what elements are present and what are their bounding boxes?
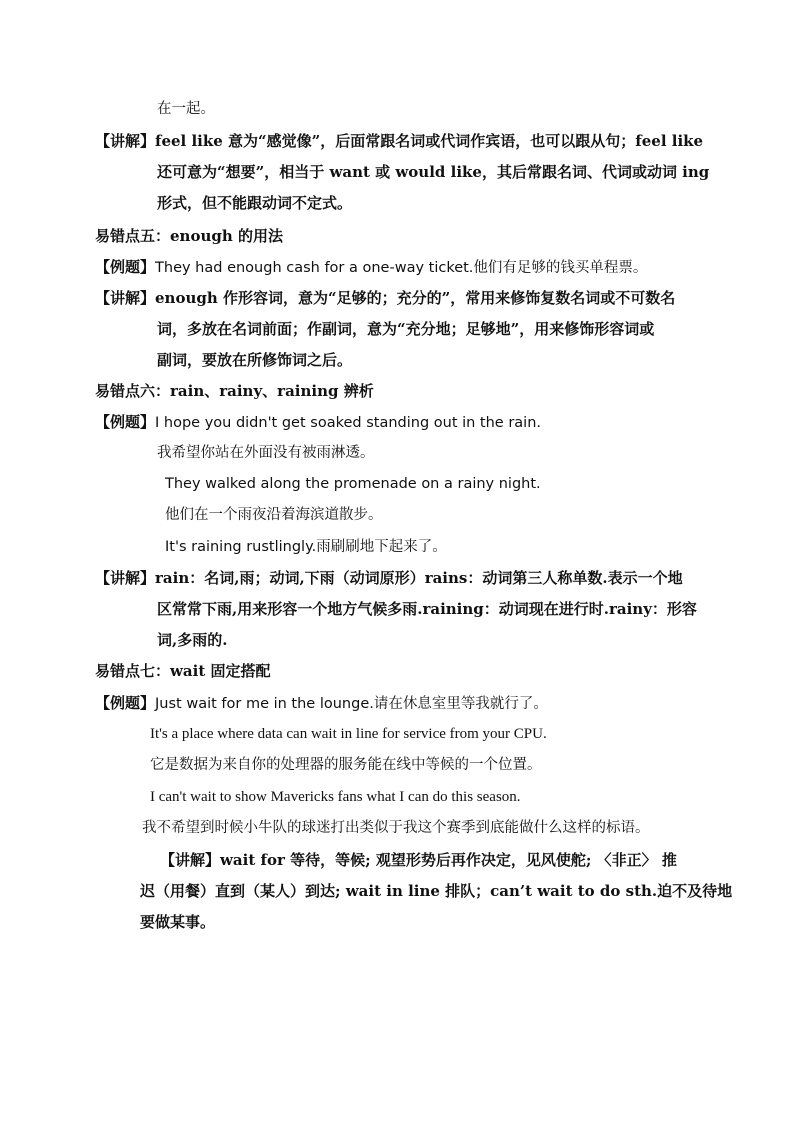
example-text: Just wait for me in the lounge.请在休息室里等我就行了。 [155,696,548,712]
section-heading-6: 易错点六：rain、rainy、raining 辨析 [95,382,374,400]
example-6-line-4: 他们在一个雨夜沿着海滨道散步。 [165,507,383,523]
example-7-line-2: It's a place where data can wait in line for service from your CPU. [150,726,547,742]
explanation-tag: 【讲解】 [95,132,156,150]
explanation-5-line-2: 词，多放在名词前面；作副词，意为“充分地；足够地”，用来修饰形容词或 [157,320,655,338]
explanation-4 [95,131,703,151]
explanation-6-line-3: 词,多雨的. [157,631,228,649]
explanation-7-line-3: 要做某事。 [140,913,216,931]
section-heading-7: 易错点七：wait 固定搭配 [95,662,271,680]
explanation-tag: 【讲解】 [160,851,221,869]
example-6-line-5: It's raining rustlingly.雨刷刷地下起来了。 [165,539,447,555]
explanation-tag: 【讲解】 [95,289,156,307]
example-7 [95,693,548,714]
example-6-line-2: 我希望你站在外面没有被雨淋透。 [157,445,375,461]
explanation-text: enough 作形容词，意为“足够的；充分的”，常用来修饰复数名词或不可数名 [155,289,676,307]
example-6 [95,412,541,433]
example-5 [95,257,647,278]
explanation-tag: 【讲解】 [95,569,156,587]
explanation-6 [95,568,683,588]
explanation-7 [160,850,677,870]
explanation-5 [95,288,675,308]
example-7-line-3: 它是数据为来自你的处理器的服务能在线中等候的一个位置。 [150,757,542,773]
continuation-line: 在一起。 [157,101,215,117]
explanation-text: rain：名词,雨；动词,下雨（动词原形）rains：动词第三人称单数.表示一个地 [155,569,683,587]
example-tag: 【例题】 [95,258,156,276]
example-tag: 【例题】 [95,694,156,712]
section-heading-5: 易错点五：enough 的用法 [95,227,283,245]
example-7-line-4: I can't wait to show Mavericks fans what I can do this season. [150,789,521,805]
example-tag: 【例题】 [95,413,156,431]
explanation-7-line-2: 迟（用餐）直到（某人）到达; wait in line 排队；can’t wait to do sth.迫不及待地 [140,882,733,900]
example-text: I hope you didn't get soaked standing out in the rain. [155,415,542,431]
explanation-text: wait for 等待，等候; 观望形势后再作决定，见风使舵; 〈非正〉 推 [220,851,677,869]
example-text: They had enough cash for a one-way ticket.他们有足够的钱买单程票。 [155,260,648,276]
explanation-4-line-3: 形式，但不能跟动词不定式。 [157,194,353,212]
example-6-line-3: They walked along the promenade on a rainy night. [165,476,541,492]
example-7-line-5: 我不希望到时候小牛队的球迷打出类似于我这个赛季到底能做什么这样的标语。 [142,820,650,836]
explanation-5-line-3: 副词，要放在所修饰词之后。 [157,351,353,369]
explanation-6-line-2: 区常常下雨,用来形容一个地方气候多雨.raining：动词现在进行时.rainy：形容 [157,600,697,618]
explanation-text: feel like 意为“感觉像”，后面常跟名词或代词作宾语，也可以跟从句；feel like [155,132,704,150]
explanation-4-line-2: 还可意为“想要”，相当于 want 或 would like，其后常跟名词、代词或动词 ing [157,163,710,181]
